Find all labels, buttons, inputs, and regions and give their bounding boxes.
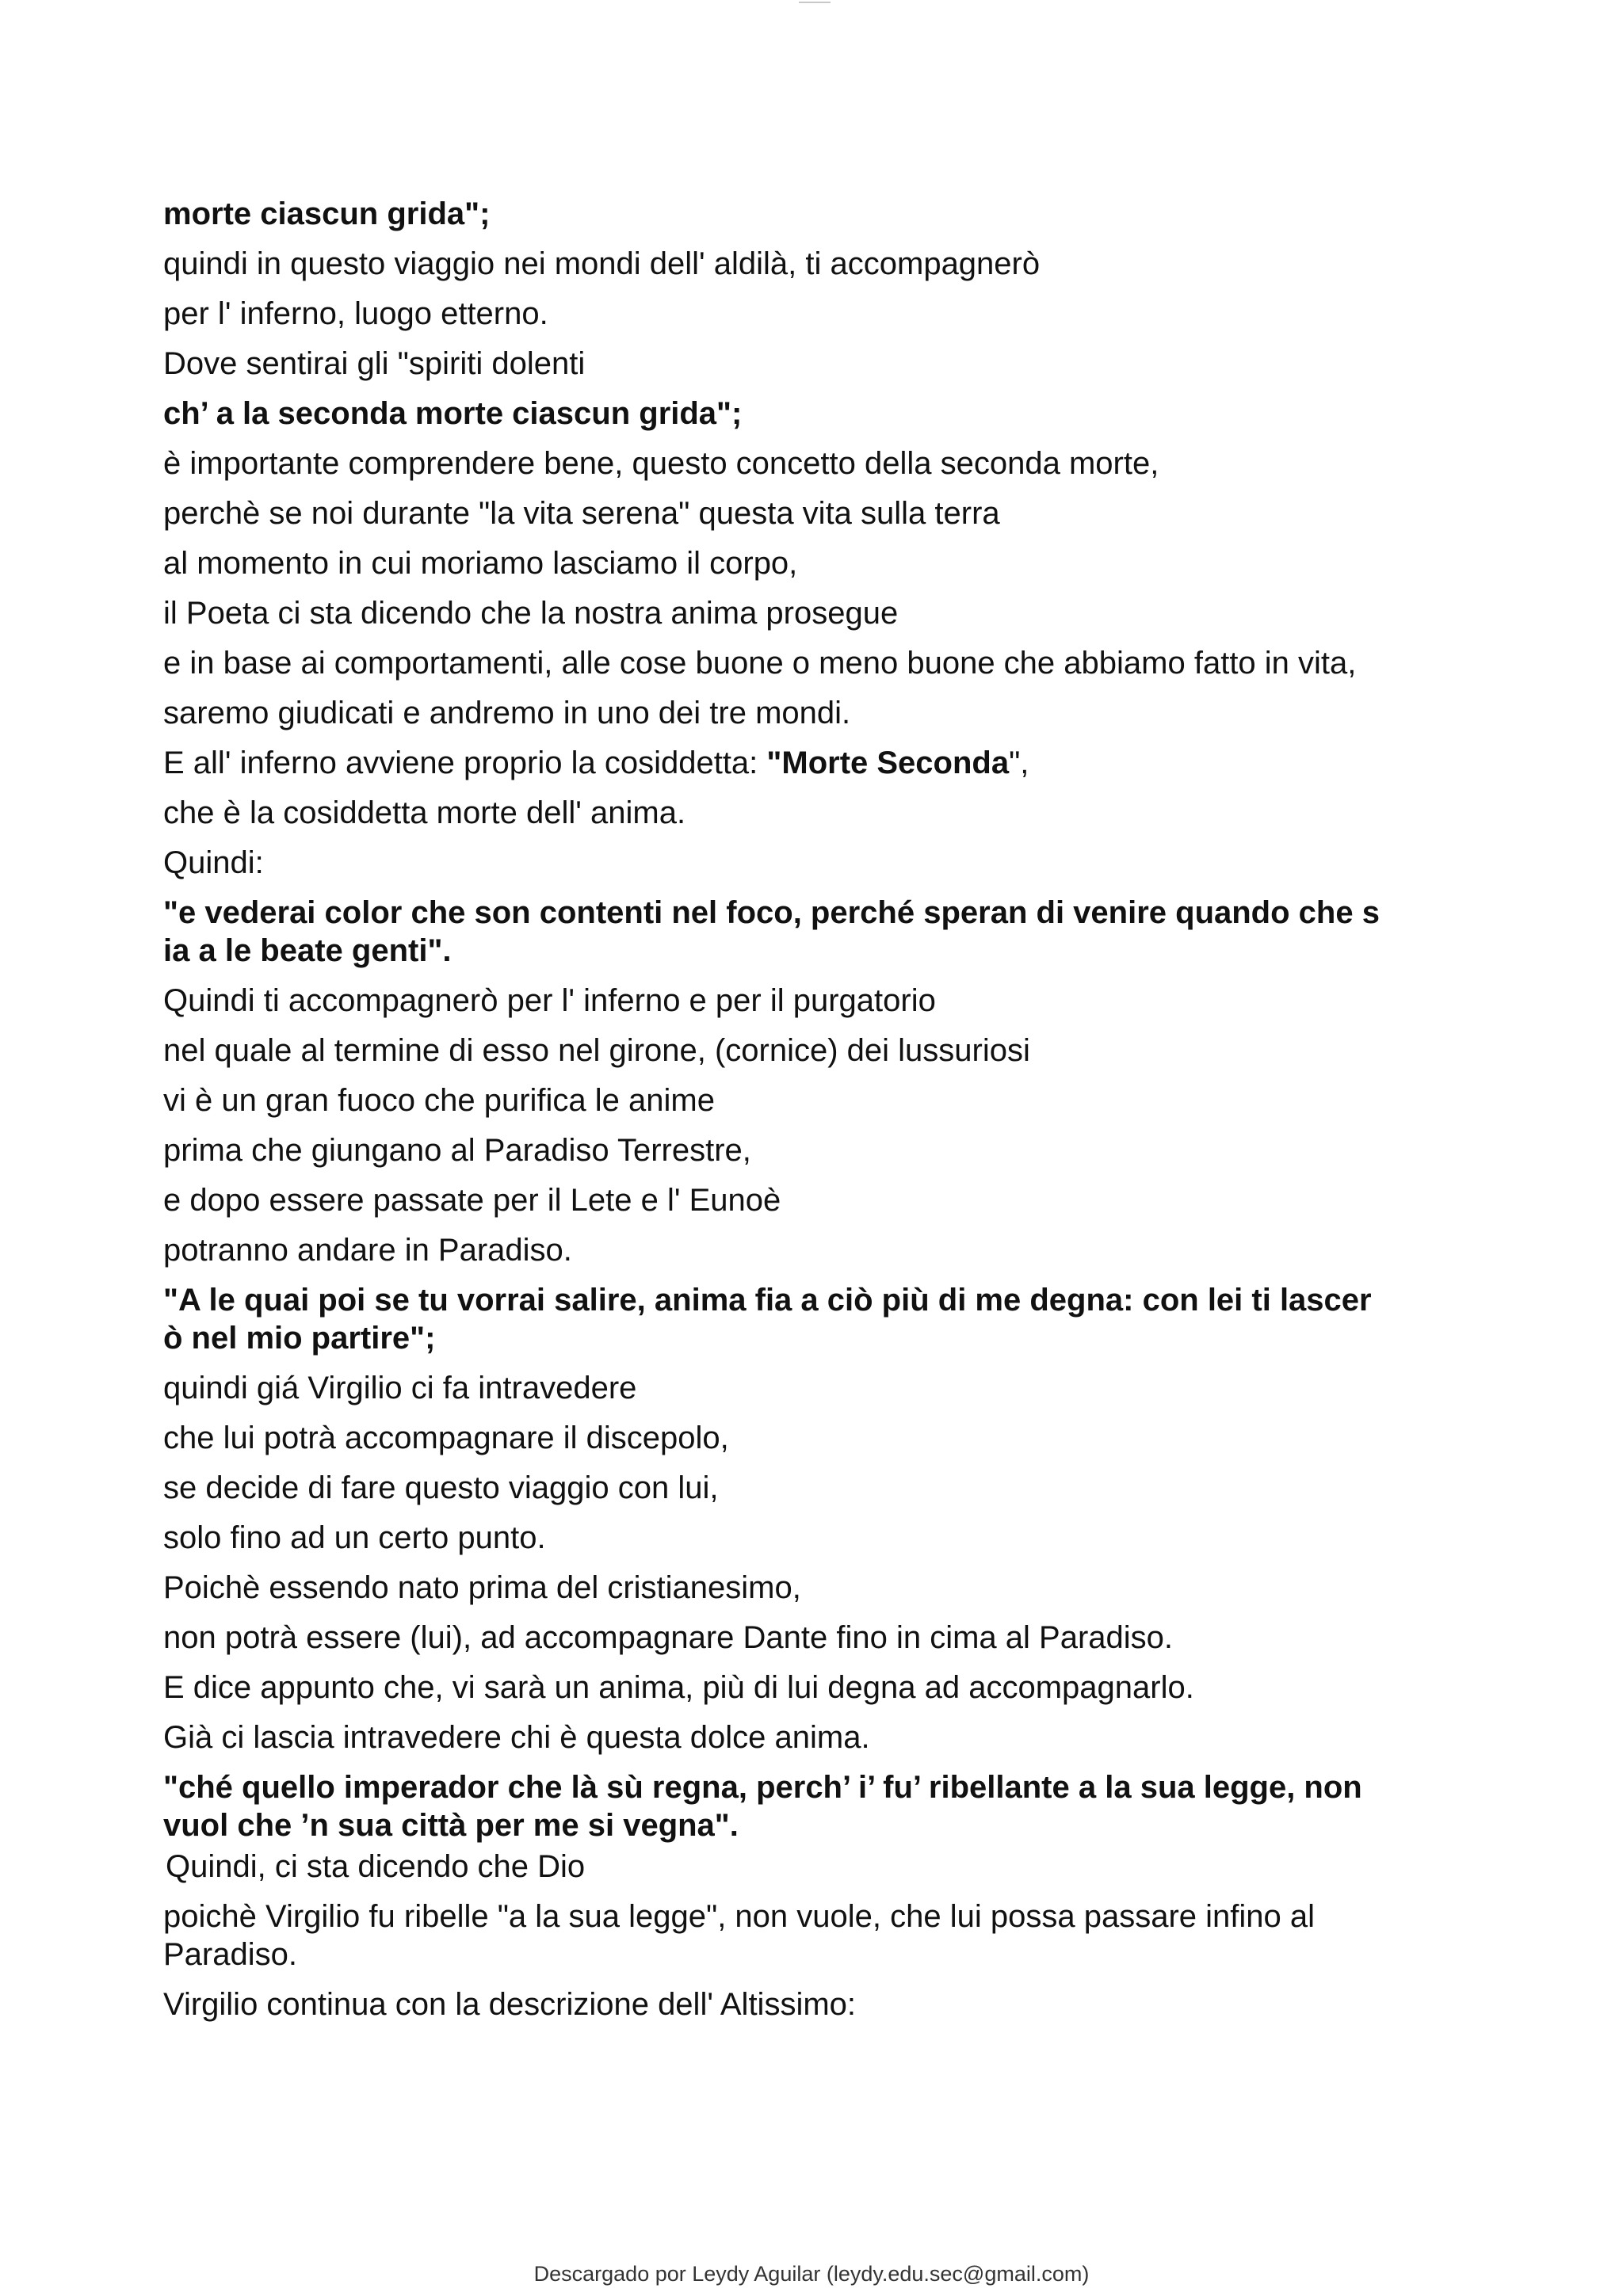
text-line: poichè Virgilio fu ribelle "a la sua legge", non vuole, che lui possa passare infino al Paradiso.: [163, 1899, 1316, 1972]
text-line: per l' inferno, luogo etterno.: [163, 296, 548, 331]
text-line: solo fino ad un certo punto.: [163, 1520, 546, 1555]
quote-line: ch’ a la seconda morte ciascun grida";: [163, 396, 743, 431]
text-line: prima che giungano al Paradiso Terrestre,: [163, 1133, 751, 1168]
download-footer: Descargado por Leydy Aguilar (leydy.edu.sec@gmail.com): [533, 2262, 1090, 2286]
text-line: non potrà essere (lui), ad accompagnare Dante fino in cima al Paradiso.: [163, 1620, 1174, 1655]
text-line: Quindi:: [163, 845, 264, 880]
text-line: Già ci lascia intravedere chi è questa dolce anima.: [163, 1720, 870, 1755]
text-line: il Poeta ci sta dicendo che la nostra anima prosegue: [163, 596, 899, 631]
quote-line: "e vederai color che son contenti nel foco, perché speran di venire quando che sia a le beate genti".: [163, 895, 1380, 968]
quote-line: "A le quai poi se tu vorrai salire, anima fia a ciò più di me degna: con lei ti lascerò nel mio partire";: [163, 1283, 1372, 1356]
text-line: quindi in questo viaggio nei mondi dell' aldilà, ti accompagnerò: [163, 246, 1041, 281]
text-line: E dice appunto che, vi sarà un anima, più di lui degna ad accompagnarlo.: [163, 1670, 1194, 1705]
bold-text-span: "Morte Seconda: [766, 746, 1010, 780]
text-line: saremo giudicati e andremo in uno dei tre mondi.: [163, 696, 851, 730]
document-body: [163, 195, 1384, 2035]
text-line: Quindi, ci sta dicendo che Dio: [166, 1849, 586, 1884]
text-line: quindi giá Virgilio ci fa intravedere: [163, 1371, 637, 1405]
text-span: ",: [1009, 746, 1029, 780]
text-line: che è la cosiddetta morte dell' anima.: [163, 795, 686, 830]
quote-line: "ché quello imperador che là sù regna, perch’ i’ fu’ ribellante a la sua legge, non vuol che ’n sua città per me si vegna".: [163, 1770, 1362, 1843]
text-line: Quindi ti accompagnerò per l' inferno e per il purgatorio: [163, 983, 936, 1018]
text-line: se decide di fare questo viaggio con lui,: [163, 1470, 719, 1505]
text-line: è importante comprendere bene, questo concetto della seconda morte,: [163, 446, 1159, 481]
text-line: e in base ai comportamenti, alle cose buone o meno buone che abbiamo fatto in vita,: [163, 646, 1357, 681]
page-top-mark: [799, 0, 831, 3]
text-line: vi è un gran fuoco che purifica le anime: [163, 1083, 715, 1118]
text-line: potranno andare in Paradiso.: [163, 1233, 572, 1268]
text-line: [163, 744, 1384, 782]
text-line: Dove sentirai gli "spiriti dolenti: [163, 346, 586, 381]
text-line: Poichè essendo nato prima del cristianesimo,: [163, 1570, 801, 1605]
quote-line: morte ciascun grida";: [163, 196, 491, 231]
text-line: che lui potrà accompagnare il discepolo,: [163, 1421, 729, 1455]
text-line: perchè se noi durante "la vita serena" questa vita sulla terra: [163, 496, 1000, 531]
text-line: nel quale al termine di esso nel girone, (cornice) dei lussuriosi: [163, 1033, 1030, 1068]
text-span: E all' inferno avviene proprio la cosiddetta:: [163, 746, 767, 780]
text-line: Virgilio continua con la descrizione dell' Altissimo:: [163, 1987, 857, 2022]
text-line: e dopo essere passate per il Lete e l' Eunoè: [163, 1183, 781, 1218]
text-line: al momento in cui moriamo lasciamo il corpo,: [163, 546, 798, 581]
